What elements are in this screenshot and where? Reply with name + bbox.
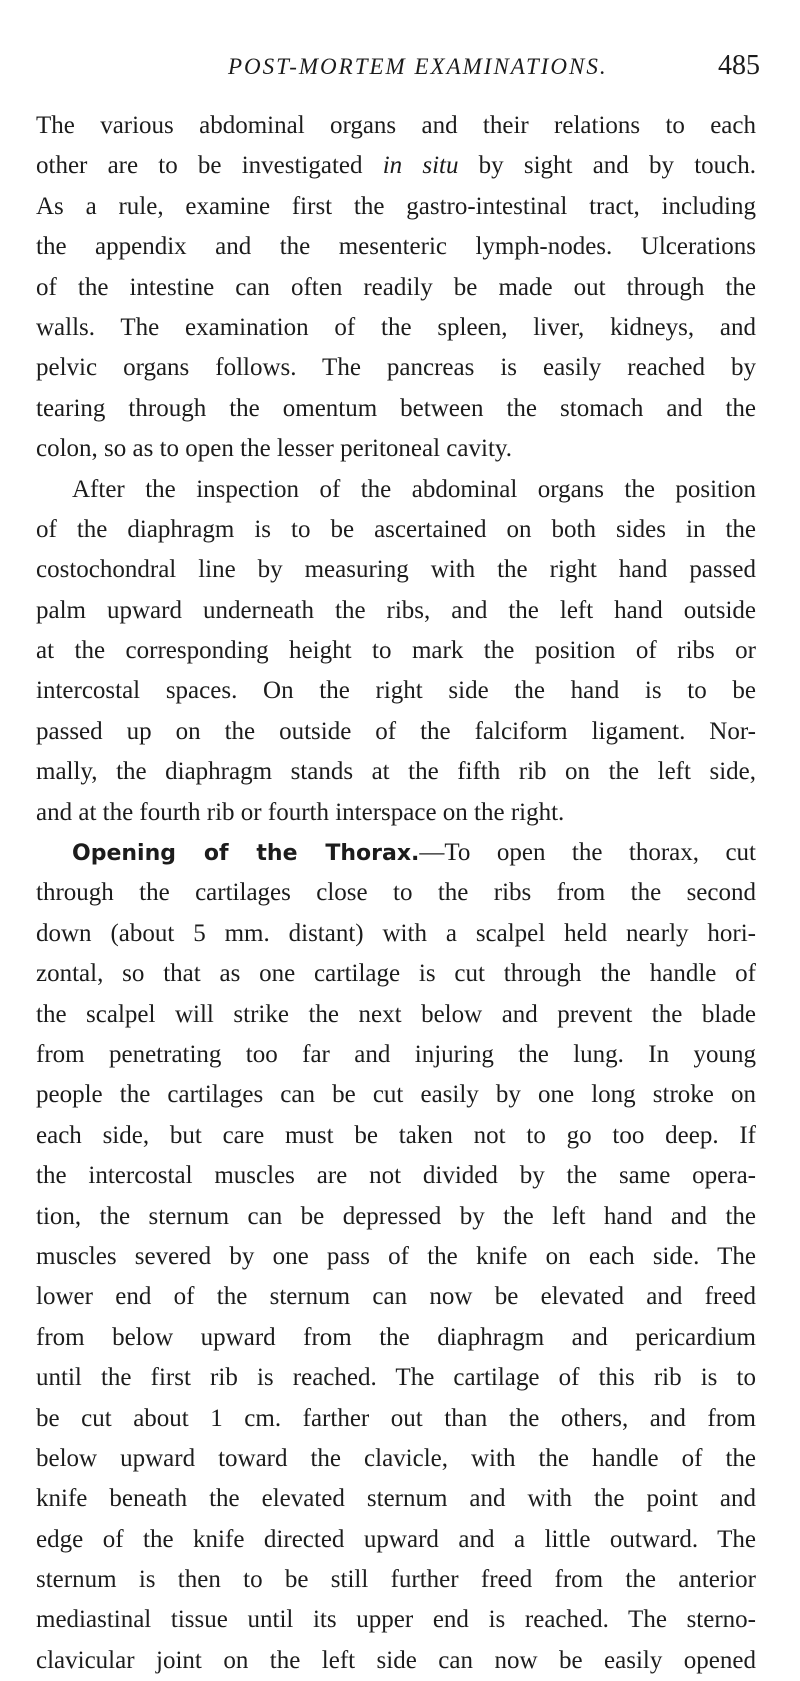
text-run: and at the fourth rib or fourth interspace on the right. <box>36 798 565 826</box>
text-run: of the intestine can often readily be made out through the <box>36 273 756 301</box>
text-line <box>36 1358 756 1398</box>
text-line <box>36 833 756 873</box>
text-line <box>36 712 756 752</box>
text-run: sternum is then to be still further freed from the anterior <box>36 1566 756 1594</box>
text-line <box>36 146 756 186</box>
text-line <box>36 1237 756 1277</box>
body-text <box>36 106 756 1681</box>
text-run: from penetrating too far and injuring the lung. In young <box>36 1040 756 1068</box>
text-run: knife beneath the elevated sternum and with the point and <box>36 1485 756 1513</box>
text-line <box>36 1600 756 1640</box>
text-line <box>36 1197 756 1237</box>
paragraph <box>36 470 756 834</box>
text-run: of the diaphragm is to be ascertained on both sides in the <box>36 515 756 543</box>
text-line <box>36 1439 756 1479</box>
paragraph <box>36 833 756 1681</box>
text-line <box>36 1277 756 1317</box>
text-run: tearing through the omentum between the stomach and the <box>36 394 756 422</box>
text-line <box>36 268 756 308</box>
text-run: mediastinal tissue until its upper end is reached. The sterno- <box>36 1606 756 1634</box>
text-run: muscles severed by one pass of the knife on each side. The <box>36 1242 756 1270</box>
text-run: walls. The examination of the spleen, liver, kidneys, and <box>36 313 756 341</box>
text-run: until the first rib is reached. The cartilage of this rib is to <box>36 1364 756 1392</box>
text-line <box>36 227 756 267</box>
text-line <box>36 429 756 469</box>
text-run: After the inspection of the abdominal organs the position <box>72 475 756 503</box>
text-run: other are to be investigated <box>36 152 383 180</box>
text-line <box>36 470 756 510</box>
text-run: through the cartilages close to the ribs from the second <box>36 879 756 907</box>
text-line <box>36 1399 756 1439</box>
text-run: from below upward from the diaphragm and pericardium <box>36 1323 756 1351</box>
text-line <box>36 1520 756 1560</box>
text-line <box>36 671 756 711</box>
text-run: lower end of the sternum can now be elevated and freed <box>36 1283 756 1311</box>
text-line <box>36 631 756 671</box>
text-line <box>36 995 756 1035</box>
text-line <box>36 1318 756 1358</box>
text-run: at the corresponding height to mark the position of ribs or <box>36 637 756 665</box>
text-run: —To open the thorax, cut <box>419 839 756 867</box>
text-line <box>36 308 756 348</box>
text-run: by sight and by touch. <box>458 152 756 180</box>
text-line <box>36 1641 756 1681</box>
text-run: The various abdominal organs and their relations to each <box>36 112 756 139</box>
text-run: intercostal spaces. On the right side the hand is to be <box>36 677 756 705</box>
text-line <box>36 1479 756 1519</box>
text-line <box>36 914 756 954</box>
text-line <box>36 106 756 146</box>
text-run: edge of the knife directed upward and a little outward. The <box>36 1525 756 1553</box>
text-line <box>36 510 756 550</box>
text-run: passed up on the outside of the falciform ligament. Nor- <box>36 717 756 745</box>
text-run: the intercostal muscles are not divided by the same opera- <box>36 1162 756 1190</box>
text-line <box>36 1116 756 1156</box>
text-run: clavicular joint on the left side can now be easily opened <box>36 1646 756 1674</box>
text-line <box>36 591 756 631</box>
text-run: palm upward underneath the ribs, and the left hand outside <box>36 596 756 624</box>
text-run: down (about 5 mm. distant) with a scalpel held nearly hori- <box>36 919 756 947</box>
text-line <box>36 1075 756 1115</box>
text-line <box>36 550 756 590</box>
text-line <box>36 1560 756 1600</box>
text-line <box>36 389 756 429</box>
text-run: pelvic organs follows. The pancreas is easily reached by <box>36 354 756 382</box>
text-run: tion, the sternum can be depressed by the left hand and the <box>36 1202 756 1230</box>
text-line <box>36 187 756 227</box>
text-run: colon, so as to open the lesser peritoneal cavity. <box>36 435 513 463</box>
text-run: each side, but care must be taken not to go too deep. If <box>36 1121 756 1149</box>
page-header <box>0 50 800 90</box>
text-run: the appendix and the mesenteric lymph-nodes. Ulcerations <box>36 233 756 261</box>
text-line <box>36 793 756 833</box>
text-run: be cut about 1 cm. farther out than the others, and from <box>36 1404 756 1432</box>
page-number: 485 <box>718 50 760 81</box>
text-line <box>36 1035 756 1075</box>
italic-phrase: in situ <box>382 152 459 180</box>
text-run: As a rule, examine first the gastro-intestinal tract, including <box>36 192 756 220</box>
paragraph <box>36 106 756 470</box>
text-run: zontal, so that as one cartilage is cut through the handle of <box>36 960 756 988</box>
text-run: people the cartilages can be cut easily by one long stroke on <box>36 1081 756 1109</box>
text-line <box>36 1156 756 1196</box>
text-line <box>36 348 756 388</box>
text-line <box>36 873 756 913</box>
section-heading: Opening of the Thorax. <box>72 841 420 867</box>
text-run: mally, the diaphragm stands at the fifth rib on the left side, <box>36 758 756 786</box>
text-line <box>36 752 756 792</box>
text-run: costochondral line by measuring with the right hand passed <box>36 556 756 584</box>
text-run: the scalpel will strike the next below and prevent the blade <box>36 1000 756 1028</box>
text-run: below upward toward the clavicle, with the handle of the <box>36 1444 756 1472</box>
running-head: POST-MORTEM EXAMINATIONS. <box>228 54 608 79</box>
text-line <box>36 954 756 994</box>
